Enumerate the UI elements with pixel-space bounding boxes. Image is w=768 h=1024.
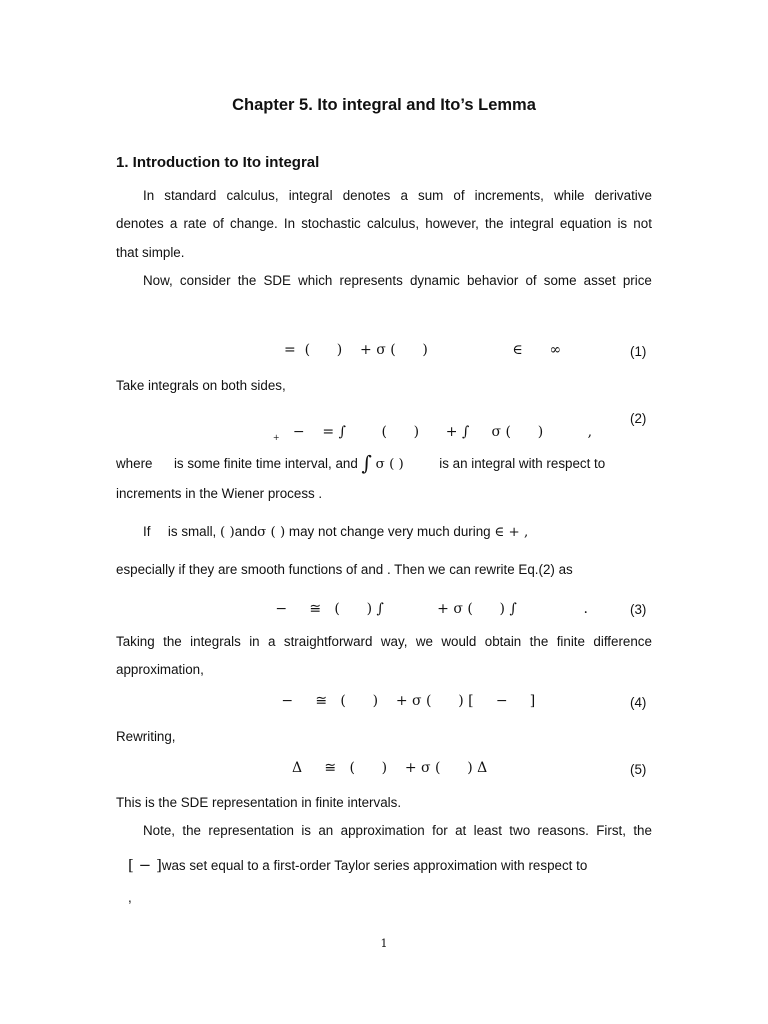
- equation-2-number: (2): [630, 411, 647, 426]
- word: a: [400, 188, 408, 203]
- word: sum: [418, 188, 444, 203]
- word: is: [617, 216, 628, 231]
- word: the: [163, 634, 182, 649]
- word: of: [525, 273, 537, 288]
- word: approximation: [340, 823, 425, 838]
- take-integrals-text: Take integrals on both sides,: [116, 378, 286, 393]
- comma-line: ,: [128, 890, 132, 905]
- equation-3-number: (3): [630, 602, 647, 617]
- word: a: [268, 634, 276, 649]
- word: denotes: [342, 188, 391, 203]
- word: of: [453, 188, 465, 203]
- word: standard: [164, 188, 217, 203]
- word: straightforward: [283, 634, 373, 649]
- equation-5: Δ ≅ ( ) + σ ( ) Δ: [292, 760, 488, 776]
- word: In: [283, 216, 296, 231]
- word: In: [143, 188, 155, 203]
- increments-line: increments in the Wiener process .: [116, 486, 323, 501]
- word: difference: [593, 634, 652, 649]
- word: reasons.: [537, 823, 589, 838]
- sde-representation-text: This is the SDE representation in finite intervals.: [116, 795, 402, 810]
- paragraph-1-line-2: [116, 216, 652, 231]
- word: calculus,: [366, 216, 420, 231]
- word: some: [543, 273, 577, 288]
- chapter-title: Chapter 5. Ito integral and Ito’s Lemma: [232, 96, 536, 114]
- equation-2-subscript: +: [272, 433, 280, 442]
- word: finite: [556, 634, 585, 649]
- rewriting-text: Rewriting,: [116, 729, 176, 744]
- word: asset: [583, 273, 616, 288]
- paragraph-1-line-1: [143, 188, 652, 203]
- word: integrals: [190, 634, 241, 649]
- word: which: [298, 273, 333, 288]
- word: the: [529, 634, 549, 649]
- equation-5-number: (5): [630, 762, 647, 777]
- word: rate: [183, 216, 207, 231]
- if-and: and: [234, 524, 258, 539]
- paragraph-3-line-2: approximation,: [116, 662, 204, 677]
- if-line: [143, 524, 528, 540]
- where-word: where: [116, 456, 153, 471]
- word: is: [301, 823, 311, 838]
- word: for: [432, 823, 448, 838]
- word: derivative: [594, 188, 652, 203]
- word: Taking: [116, 634, 155, 649]
- if-sigma: σ ( ): [257, 525, 286, 540]
- word: two: [509, 823, 531, 838]
- word: change.: [230, 216, 278, 231]
- paragraph-2-line-1: [143, 273, 652, 288]
- word: dynamic: [409, 273, 460, 288]
- where-line: [116, 449, 605, 473]
- if-paren: ( ): [220, 525, 235, 540]
- word: the: [182, 823, 201, 838]
- if-text: may not change very much during: [288, 524, 491, 539]
- word: Now,: [143, 273, 173, 288]
- word: the: [237, 273, 257, 288]
- word: the: [633, 823, 652, 838]
- word: a: [169, 216, 178, 231]
- word: at: [455, 823, 467, 838]
- word: behavior: [466, 273, 519, 288]
- word: denotes: [116, 216, 164, 231]
- word: SDE: [263, 273, 291, 288]
- word: calculus,: [226, 188, 279, 203]
- word: price: [622, 273, 652, 288]
- word: not: [633, 216, 652, 231]
- word: an: [318, 823, 334, 838]
- where-tail: is an integral with respect to: [439, 456, 606, 471]
- bracket-line: [128, 856, 587, 874]
- word: representation: [208, 823, 294, 838]
- word: would: [441, 634, 477, 649]
- word: integral: [288, 188, 333, 203]
- equation-1-number: (1): [630, 344, 647, 359]
- integral-symbol: ∫: [361, 451, 372, 475]
- word: stochastic: [301, 216, 361, 231]
- word: however,: [425, 216, 479, 231]
- word: we: [415, 634, 433, 649]
- word: obtain: [484, 634, 522, 649]
- if-word: If: [143, 524, 151, 539]
- word: way,: [380, 634, 408, 649]
- section-heading: 1. Introduction to Ito integral: [116, 154, 320, 171]
- bracket-expression: [ − ]: [128, 856, 162, 874]
- word: First,: [596, 823, 626, 838]
- equation-4-number: (4): [630, 695, 647, 710]
- word: least: [473, 823, 502, 838]
- word: while: [553, 188, 585, 203]
- word: in: [249, 634, 260, 649]
- where-text: is some finite time interval, and: [173, 456, 358, 471]
- equation-3: − ≅ ( ) ∫ + σ ( ) ∫ .: [262, 601, 588, 617]
- page-number: 1: [380, 937, 388, 950]
- equation-4: − ≅ ( ) + σ ( ) [ − ]: [268, 693, 536, 709]
- paragraph-1-line-3: that simple.: [116, 245, 185, 260]
- word: consider: [179, 273, 231, 288]
- note-line: [143, 823, 652, 838]
- word: Note,: [143, 823, 176, 838]
- word: of: [212, 216, 224, 231]
- bracket-text: was set equal to a first-order Taylor series approximation with respect to: [161, 858, 588, 873]
- if-interval: ∈ + ,: [494, 525, 529, 540]
- equation-1: = ( ) + σ ( ) ∈ ∞: [284, 342, 562, 358]
- where-sigma: σ ( ): [375, 457, 404, 472]
- word: equation: [559, 216, 612, 231]
- word: represents: [339, 273, 403, 288]
- word: the: [485, 216, 504, 231]
- if-small: is small,: [167, 524, 217, 539]
- especially-line: especially if they are smooth functions of and . Then we can rewrite Eq.(2) as: [116, 562, 573, 577]
- paragraph-3-line-1: [116, 634, 652, 649]
- equation-2-body: − = ∫ ( ) + ∫ σ ( ) ,: [279, 424, 593, 440]
- word: increments,: [474, 188, 544, 203]
- word: integral: [509, 216, 554, 231]
